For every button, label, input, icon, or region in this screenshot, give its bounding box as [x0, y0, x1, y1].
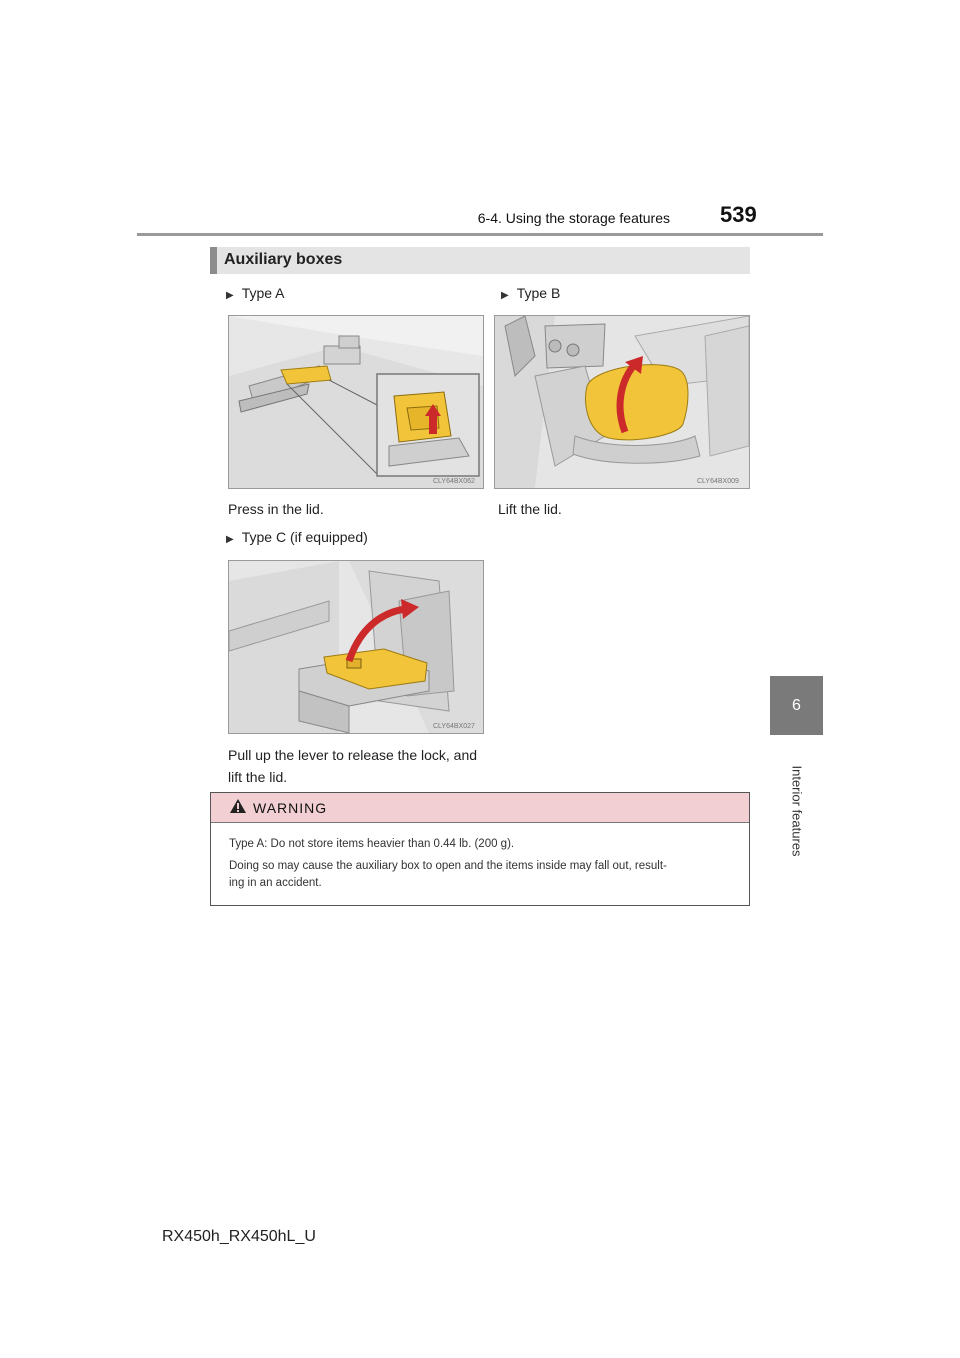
- type-a-illustration: [228, 315, 484, 489]
- page-number: 539: [720, 202, 757, 227]
- warning-triangle-icon: [229, 798, 247, 819]
- type-a-text: Type A: [241, 285, 285, 301]
- triangle-bullet-icon: ▶: [226, 290, 234, 301]
- type-a-label: [226, 285, 285, 301]
- running-header: 6-4. Using the storage features: [477, 210, 670, 226]
- warning-line-2: Doing so may cause the auxiliary box to open and the items inside may fall out, result-: [229, 860, 667, 872]
- triangle-bullet-icon: ▶: [501, 290, 509, 301]
- section-title: Auxiliary boxes: [224, 251, 343, 268]
- type-a-image-code: CLY64BX062: [433, 478, 475, 485]
- type-b-text: Type B: [516, 285, 561, 301]
- footer-model-code: RX450h_RX450hL_U: [162, 1228, 316, 1245]
- triangle-bullet-icon: ▶: [226, 534, 234, 545]
- type-b-illustration: [494, 315, 750, 489]
- type-c-image-code: CLY64BX027: [433, 723, 475, 730]
- type-c-text: Type C (if equipped): [241, 529, 368, 545]
- type-b-image-code: CLY64BX009: [697, 478, 739, 485]
- header-divider: [137, 233, 823, 236]
- warning-line-1: Type A: Do not store items heavier than 0.44 lb. (200 g).: [229, 838, 515, 850]
- type-b-label: [501, 285, 560, 301]
- warning-title: WARNING: [253, 800, 328, 816]
- type-c-caption-line2: lift the lid.: [228, 769, 288, 785]
- warning-line-3: ing in an accident.: [229, 877, 322, 889]
- chapter-number: 6: [792, 696, 801, 714]
- chapter-label: Interior features: [789, 765, 805, 857]
- type-c-label: [226, 529, 368, 545]
- type-b-caption: Lift the lid.: [498, 501, 562, 517]
- type-a-caption: Press in the lid.: [228, 501, 324, 517]
- type-c-illustration: [228, 560, 484, 734]
- type-c-caption-line1: Pull up the lever to release the lock, and: [228, 747, 478, 763]
- chapter-tab: [770, 676, 823, 735]
